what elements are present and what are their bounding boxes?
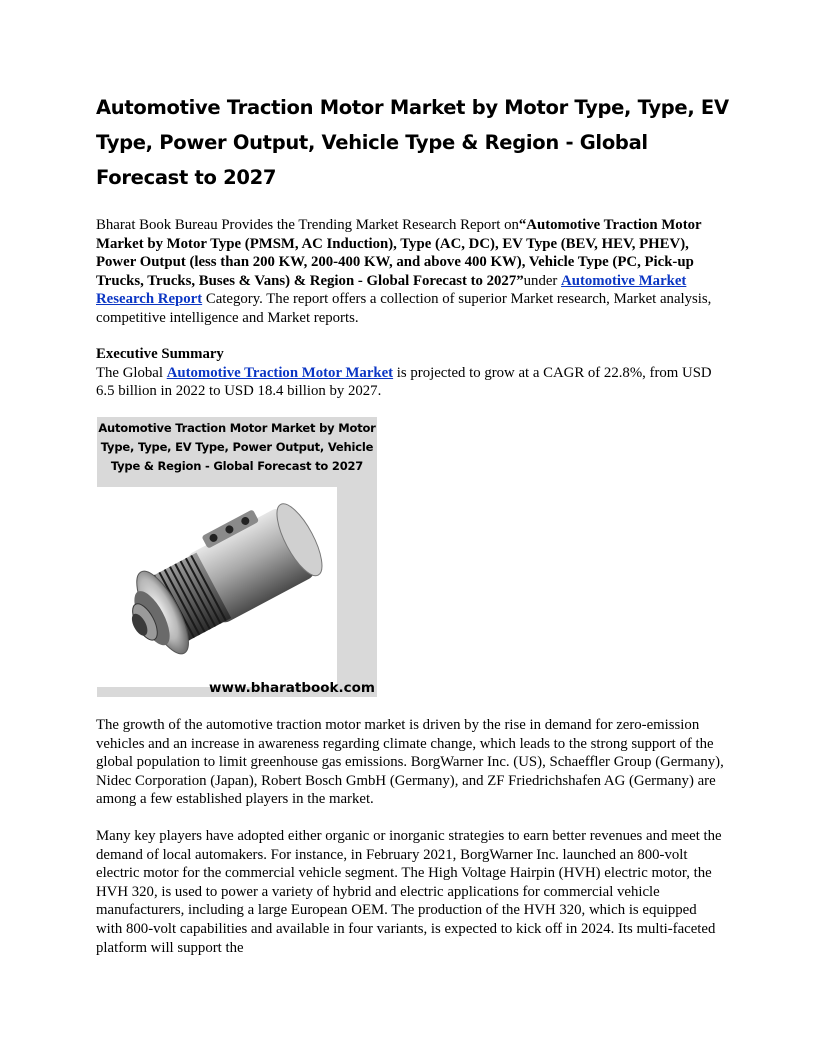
intro-under: under bbox=[523, 272, 562, 289]
page-title: Automotive Traction Motor Market by Motor Type, Type, EV Type, Power Output, Vehicle Type & Region - Global Forecast to 2027 bbox=[96, 96, 729, 189]
executive-summary-text bbox=[96, 364, 724, 401]
executive-summary-heading: Executive Summary bbox=[96, 346, 224, 362]
es-tail: is projected to grow at a CAGR of 22.8%, from USD 6.5 billion in 2022 to USD 18.4 billion by 2027. bbox=[96, 364, 712, 400]
figure-title: Automotive Traction Motor Market by Motor Type, Type, EV Type, Power Output, Vehicle Type & Region - Global Forecast to 2027 bbox=[98, 421, 376, 473]
traction-motor-image bbox=[97, 487, 337, 687]
report-name: “Automotive Traction Motor Market by Motor Type (PMSM, AC Induction), Type (AC, DC), EV Type (BEV, HEV, PHEV), Power Output (less than 200 KW, 200-400 KW, and above 400 KW), Vehicle Type (PC, Pick-up Trucks, Trucks, Buses & Vans) & Region - Global Forecast to 2027” bbox=[96, 217, 702, 289]
traction-motor-illustration bbox=[97, 487, 337, 687]
es-lead: The Global bbox=[96, 364, 167, 381]
key-players-paragraph: Many key players have adopted either organic or inorganic strategies to earn better revenues and meet the demand of local automakers. For instance, in February 2021, BorgWarner Inc. launched an 800-volt electric motor for the commercial vehicle segment. The High Voltage Hairpin (HVH) electric motor, the HVH 320, is used to power a variety of hybrid and electric applications for commercial vehicle manufacturers, including a large European OEM. The production of the HVH 320, which is equipped with 800-volt capabilities and available in four variants, is expected to kick off in 2024. Its multi-faceted platform will support the bbox=[96, 828, 722, 956]
executive-summary bbox=[96, 345, 724, 401]
growth-paragraph: The growth of the automotive traction motor market is driven by the rise in demand for zero-emission vehicles and an increase in awareness regarding climate change, which leads to the strong support of the global population to limit greenhouse gas emissions. BorgWarner Inc. (US), Schaeffler Group (Germany), Nidec Corporation (Japan), Robert Bosch GmbH (Germany), and ZF Friedrichshafen AG (Germany) are among a few established players in the market. bbox=[96, 717, 724, 808]
intro-tail: Category. The report offers a collection of superior Market research, Market analysis, competitive intelligence and Market reports. bbox=[96, 291, 712, 326]
market-link[interactable]: Automotive Traction Motor Market bbox=[166, 364, 394, 381]
report-cover-figure bbox=[97, 417, 377, 697]
intro-paragraph bbox=[96, 216, 724, 328]
figure-url: www.bharatbook.com bbox=[209, 680, 375, 696]
intro-lead: Bharat Book Bureau Provides the Trending Market Research Report on bbox=[96, 217, 519, 233]
category-link[interactable]: Automotive Market Research Report bbox=[96, 272, 687, 308]
